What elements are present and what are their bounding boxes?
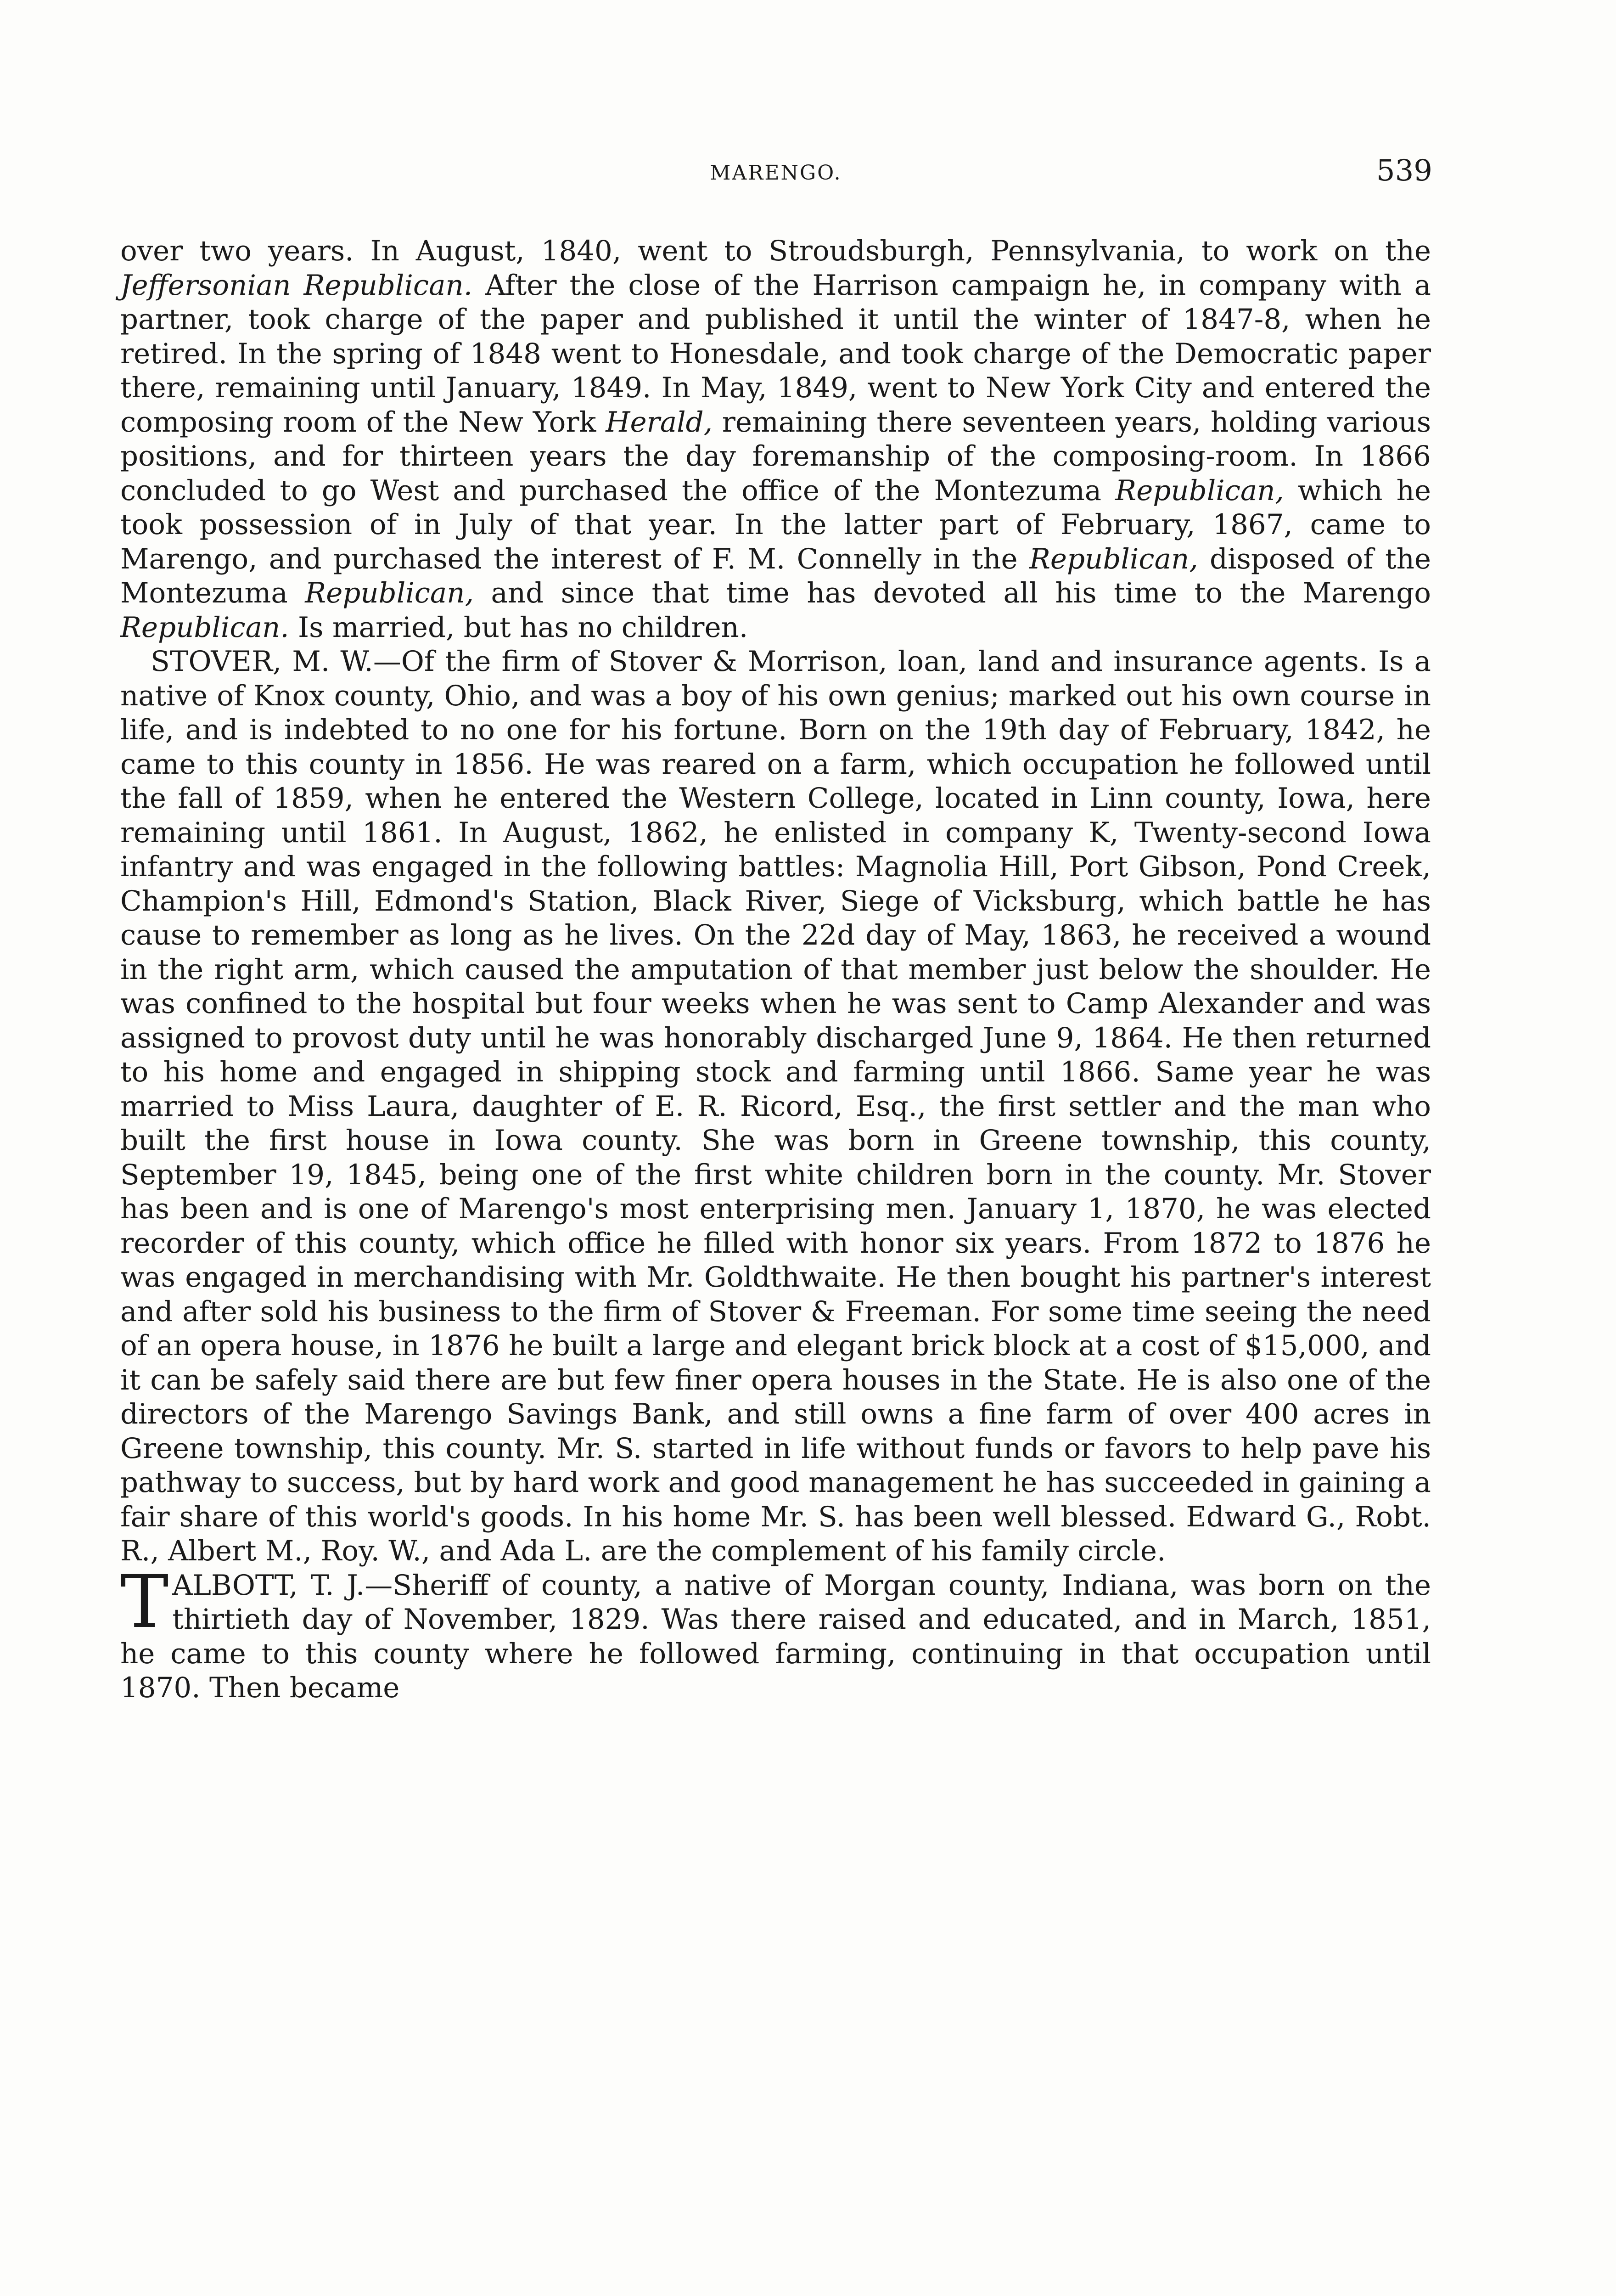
- text-run: which he took possession of in July of that year. In the latter part of February, 1867, came to Marengo, and purchased the interest of F. M. Connelly in the: [120, 474, 1431, 575]
- page-header-title: MARENGO.: [710, 161, 842, 185]
- running-head: [119, 154, 1432, 191]
- text-run: and since that time has devoted all his time to the Marengo: [473, 577, 1431, 609]
- newspaper-title: Herald,: [606, 405, 713, 439]
- newspaper-title: Republican,: [305, 577, 474, 609]
- newspaper-title: Republican,: [1029, 542, 1198, 575]
- newspaper-title: Republican.: [120, 611, 289, 644]
- text-run: over two years. In August, 1840, went to Stroudsburgh, Pennsylvania, to work on the: [120, 235, 1431, 267]
- text-run: After the close of the Harrison campaign he, in company with a partner, took charge of the paper and published it until the winter of 1847-8, when he retired. In the spring of 1848 went to Honesdale, and took charge of the Democratic paper there, remaining until January, 1849. In May, 1849, went to New York City and entered the composing room of the New York: [120, 269, 1431, 439]
- text-run: disposed of the Montezuma: [120, 542, 1431, 609]
- text-run: remaining there seventeen years, holding various positions, and for thirteen years the day foremanship of the composing-room. In 1866 concluded to go West and purchased the office of the Montezuma: [120, 405, 1431, 507]
- text-run: Is married, but has no children.: [289, 611, 748, 644]
- newspaper-title: Jeffersonian Republican.: [120, 269, 473, 302]
- newspaper-title: Republican,: [1115, 474, 1284, 507]
- biography-talbott-text: ALBOTT, T. J.—Sheriff of county, a native of Morgan county, Indiana, was born on the thirtieth day of November, 1829. Was there raised and educated, and in March, 1851, he came to this county where he followed farming, continuing in that occupation until 1870. Then became: [120, 1569, 1431, 1704]
- drop-cap: T: [120, 1559, 169, 1644]
- page-number: 539: [1376, 154, 1432, 188]
- text-body: [120, 234, 1431, 1705]
- paragraph-continuation: [120, 234, 1431, 645]
- biography-talbott: [120, 1559, 1431, 1705]
- biography-stover: STOVER, M. W.—Of the firm of Stover & Morrison, loan, land and insurance agents. Is a native of Knox county, Ohio, and was a boy of his own genius; marked out his own course in life, and is indebted to no one for his fortune. Born on the 19th day of February, 1842, he came to this county in 1856. He was reared on a farm, which occupation he followed until the fall of 1859, when he entered the Western College, located in Linn county, Iowa, here remaining until 1861. In August, 1862, he enlisted in company K, Twenty-second Iowa infantry and was engaged in the following battles: Magnolia Hill, Port Gibson, Pond Creek, Champion's Hill, Edmond's Station, Black River, Siege of Vicksburg, which battle he has cause to remember as long as he lives. On the 22d day of May, 1863, he received a wound in the right arm, which caused the amputation of that member just below the shoulder. He was confined to the hospital but four weeks when he was sent to Camp Alexander and was assigned to provost duty until he was honorably discharged June 9, 1864. He then returned to his home and engaged in shipping stock and farming until 1866. Same year he was married to Miss Laura, daughter of E. R. Ricord, Esq., the first settler and the man who built the first house in Iowa county. She was born in Greene township, this county, September 19, 1845, being one of the first white children born in the county. Mr. Stover has been and is one of Marengo's most enterprising men. January 1, 1870, he was elected recorder of this county, which office he filled with honor six years. From 1872 to 1876 he was engaged in merchandising with Mr. Goldthwaite. He then bought his partner's interest and after sold his business to the firm of Stover & Freeman. For some time seeing the need of an opera house, in 1876 he built a large and elegant brick block at a cost of $15,000, and it can be safely said there are but few finer opera houses in the State. He is also one of the directors of the Marengo Savings Bank, and still owns a fine farm of over 400 acres in Greene township, this county. Mr. S. started in life without funds or favors to help pave his pathway to success, but by hard work and good management he has succeeded in gaining a fair share of this world's goods. In his home Mr. S. has been well blessed. Edward G., Robt. R., Albert M., Roy. W., and Ada L. are the complement of his family circle.: [120, 645, 1431, 1567]
